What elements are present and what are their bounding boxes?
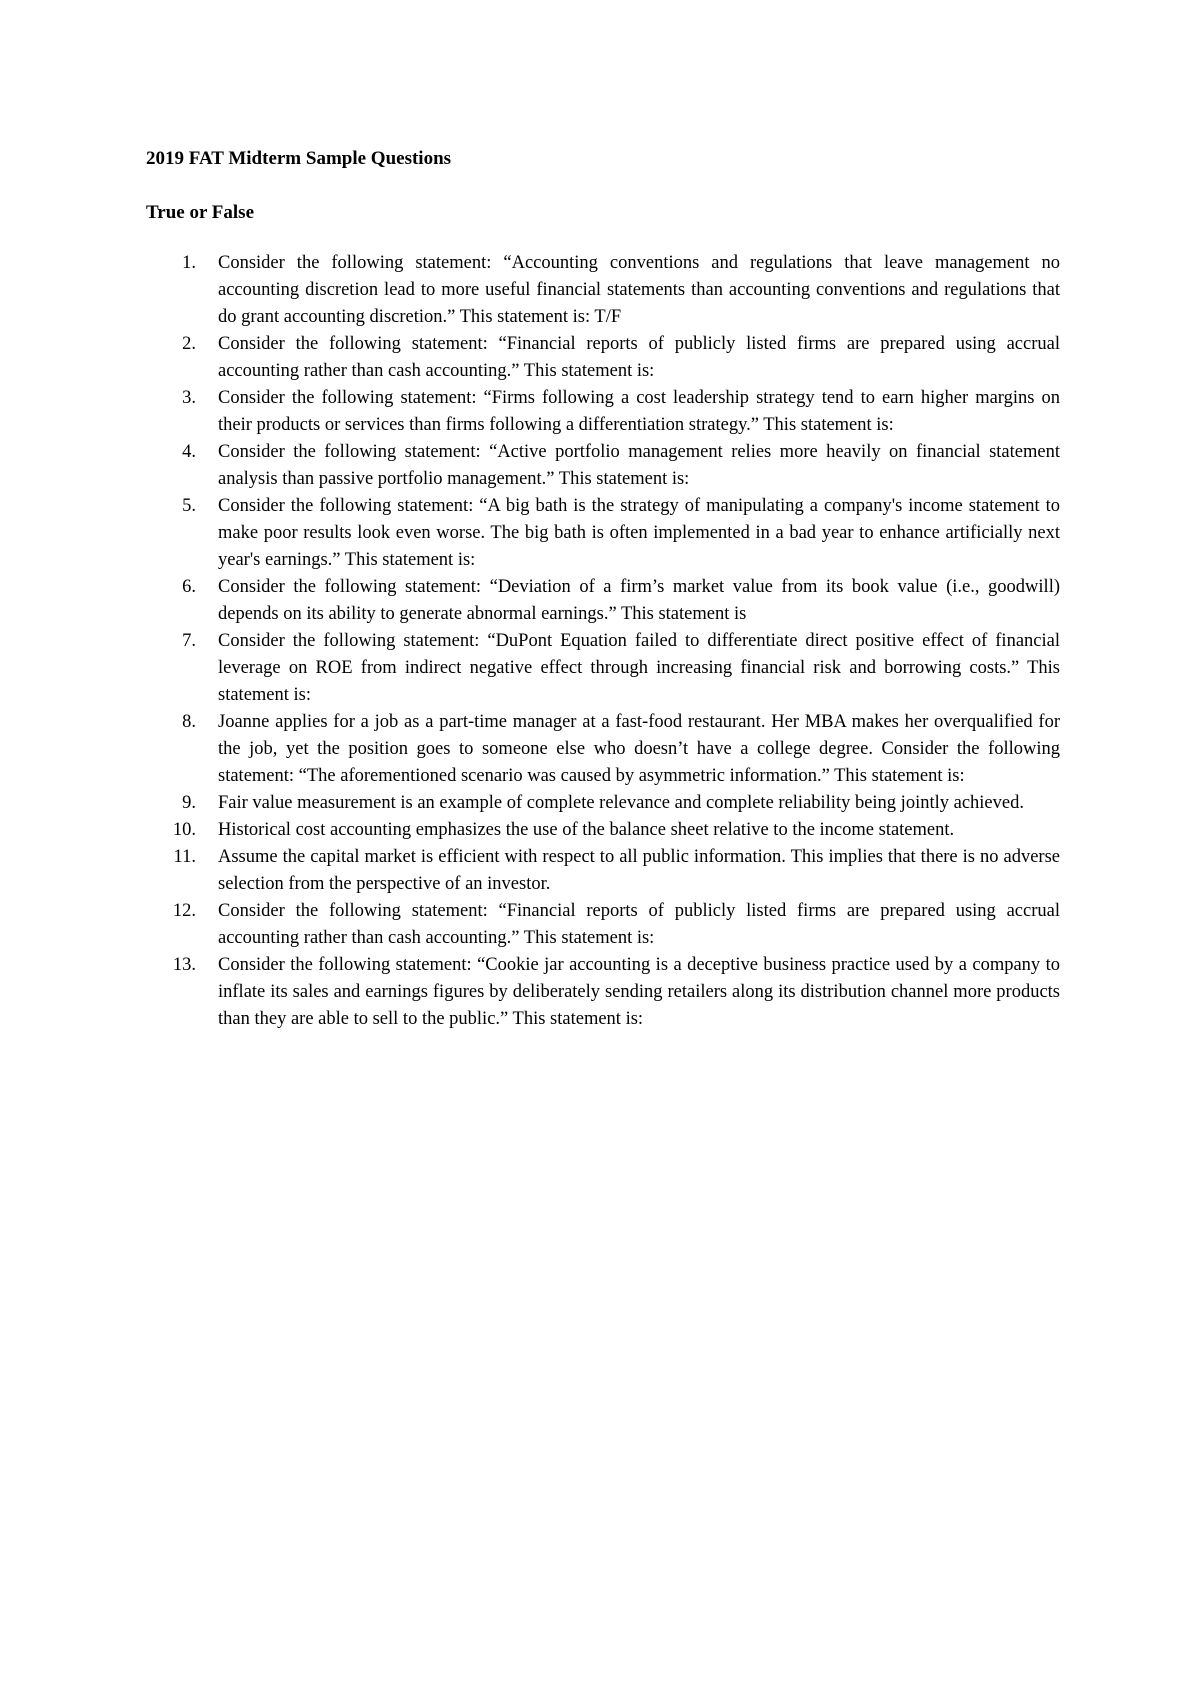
question-number: 2. — [182, 334, 196, 354]
question-text: Consider the following statement: “Accounting conventions and regulations that leave management no accounting discretion lead to more useful financial statements than accounting conventions and regulations that do grant accounting discretion.” This statement is: T/F — [218, 253, 1060, 327]
question-item — [146, 385, 1060, 439]
question-text: Joanne applies for a job as a part-time manager at a fast-food restaurant. Her MBA makes her overqualified for the job, yet the position goes to someone else who doesn’t have a college degree. Consider the following statement: “The aforementioned scenario was caused by asymmetric information.” This statement is: — [218, 712, 1060, 786]
document-content — [146, 146, 1060, 1033]
question-item — [146, 250, 1060, 331]
question-number: 3. — [182, 388, 196, 408]
question-text: Consider the following statement: “Cookie jar accounting is a deceptive business practice used by a company to inflate its sales and earnings figures by deliberately sending retailers along its distribution channel more products than they are able to sell to the public.” This statement is: — [218, 955, 1060, 1029]
question-item — [146, 844, 1060, 898]
question-text: Assume the capital market is efficient with respect to all public information. This implies that there is no adverse selection from the perspective of an investor. — [218, 847, 1060, 894]
question-number: 8. — [182, 712, 196, 732]
question-number: 13. — [172, 955, 196, 975]
question-text: Consider the following statement: “Financial reports of publicly listed firms are prepared using accrual accounting rather than cash accounting.” This statement is: — [218, 334, 1060, 381]
question-item — [146, 331, 1060, 385]
question-text: Consider the following statement: “Active portfolio management relies more heavily on financial statement analysis than passive portfolio management.” This statement is: — [218, 442, 1060, 489]
question-text: Consider the following statement: “DuPont Equation failed to differentiate direct positive effect of financial leverage on ROE from indirect negative effect through increasing financial risk and borrowing costs.” This statement is: — [218, 631, 1060, 705]
question-item — [146, 709, 1060, 790]
question-number: 5. — [182, 496, 196, 516]
question-number: 7. — [182, 631, 196, 651]
question-text: Consider the following statement: “Firms following a cost leadership strategy tend to earn higher margins on their products or services than firms following a differentiation strategy.” This statement is: — [218, 388, 1060, 435]
question-item — [146, 493, 1060, 574]
question-item — [146, 628, 1060, 709]
question-item — [146, 898, 1060, 952]
question-item — [146, 817, 1060, 844]
question-number: 10. — [172, 820, 196, 840]
question-number: 1. — [182, 253, 196, 273]
question-number: 4. — [182, 442, 196, 462]
question-item — [146, 574, 1060, 628]
question-number: 12. — [172, 901, 196, 921]
question-item — [146, 439, 1060, 493]
question-text: Fair value measurement is an example of complete relevance and complete reliability being jointly achieved. — [218, 793, 1024, 813]
question-item — [146, 952, 1060, 1033]
question-text: Consider the following statement: “Financial reports of publicly listed firms are prepared using accrual accounting rather than cash accounting.” This statement is: — [218, 901, 1060, 948]
question-item — [146, 790, 1060, 817]
question-list — [146, 250, 1060, 1033]
question-text: Consider the following statement: “A big bath is the strategy of manipulating a company's income statement to make poor results look even worse. The big bath is often implemented in a bad year to enhance artificially next year's earnings.” This statement is: — [218, 496, 1060, 570]
question-number: 11. — [173, 847, 196, 867]
question-text: Consider the following statement: “Deviation of a firm’s market value from its book value (i.e., goodwill) depends on its ability to generate abnormal earnings.” This statement is — [218, 577, 1060, 624]
section-heading: True or False — [146, 202, 254, 223]
question-number: 6. — [182, 577, 196, 597]
question-text: Historical cost accounting emphasizes the use of the balance sheet relative to the income statement. — [218, 820, 955, 840]
question-number: 9. — [182, 793, 196, 813]
document-title: 2019 FAT Midterm Sample Questions — [146, 148, 452, 169]
